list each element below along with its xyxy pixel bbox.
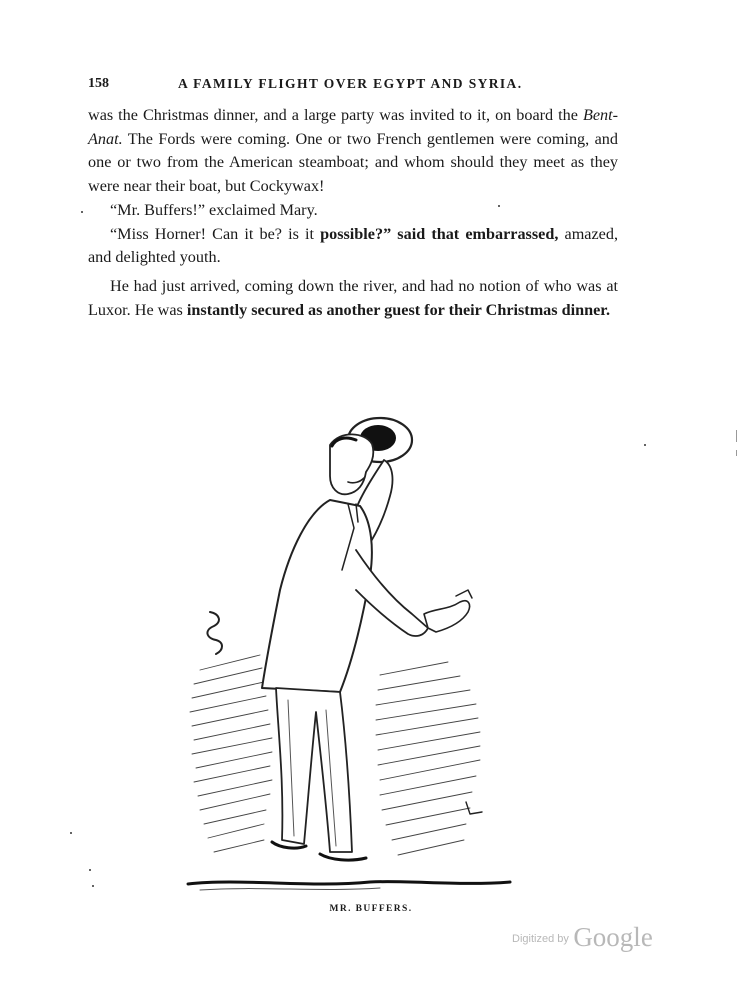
paragraph-text: “Miss Horner! Can it be? is it bbox=[110, 224, 321, 243]
paragraph-christmas-dinner bbox=[88, 104, 618, 199]
print-speck bbox=[644, 444, 646, 446]
paragraph-arrival bbox=[88, 275, 618, 322]
illustration-caption: MR. BUFFERS. bbox=[329, 904, 413, 914]
print-speck bbox=[92, 885, 94, 887]
body-text bbox=[88, 104, 618, 322]
running-head-title: A FAMILY FLIGHT OVER EGYPT AND SYRIA. bbox=[178, 76, 523, 91]
hand-with-gloves bbox=[424, 601, 470, 632]
edge-mark bbox=[736, 450, 737, 456]
print-speck bbox=[89, 869, 91, 871]
print-speck bbox=[81, 211, 83, 213]
google-logo: Google bbox=[573, 922, 653, 952]
paragraph-text: “Mr. Buffers!” exclaimed Mary. bbox=[110, 200, 318, 219]
paragraph-text: amazed, and delighted youth. bbox=[88, 224, 618, 267]
hatching-left bbox=[190, 655, 272, 852]
paragraph-text-heavy: instantly secured as another guest for their Christmas dinner. bbox=[186, 300, 611, 319]
paragraph-mary-exclaims bbox=[88, 199, 618, 223]
paragraph-text: He had just arrived, coming down the river, and had no notion of who was at Luxor. He was bbox=[88, 276, 618, 319]
man-legs bbox=[276, 688, 352, 852]
print-speck bbox=[70, 832, 72, 834]
digitized-by-google-watermark bbox=[512, 922, 653, 956]
man-coat bbox=[262, 500, 372, 692]
paragraph-text: was the Christmas dinner, and a large party was invited to it, on board the bbox=[88, 106, 583, 124]
hatching-right bbox=[376, 662, 480, 855]
ground-line bbox=[188, 882, 510, 884]
paragraph-text: The Fords were coming. One or two French gentlemen were coming, and one or two from the American steamboat; and whom should they meet as they were near their boat, but Cockywax! bbox=[88, 129, 618, 196]
man-head bbox=[330, 434, 373, 494]
paragraph-miss-horner bbox=[88, 223, 618, 270]
paragraph-text-heavy: possible?” said that embarrassed, bbox=[320, 224, 559, 243]
edge-mark bbox=[736, 430, 737, 442]
print-speck bbox=[498, 205, 500, 207]
ship-name: Bent-Anat. bbox=[88, 106, 618, 148]
page-number: 158 bbox=[88, 76, 109, 91]
digitized-prefix: Digitized by bbox=[512, 933, 569, 945]
running-head bbox=[88, 76, 624, 98]
man-raising-hat-illustration bbox=[180, 400, 520, 900]
squiggle-mark bbox=[207, 612, 222, 654]
